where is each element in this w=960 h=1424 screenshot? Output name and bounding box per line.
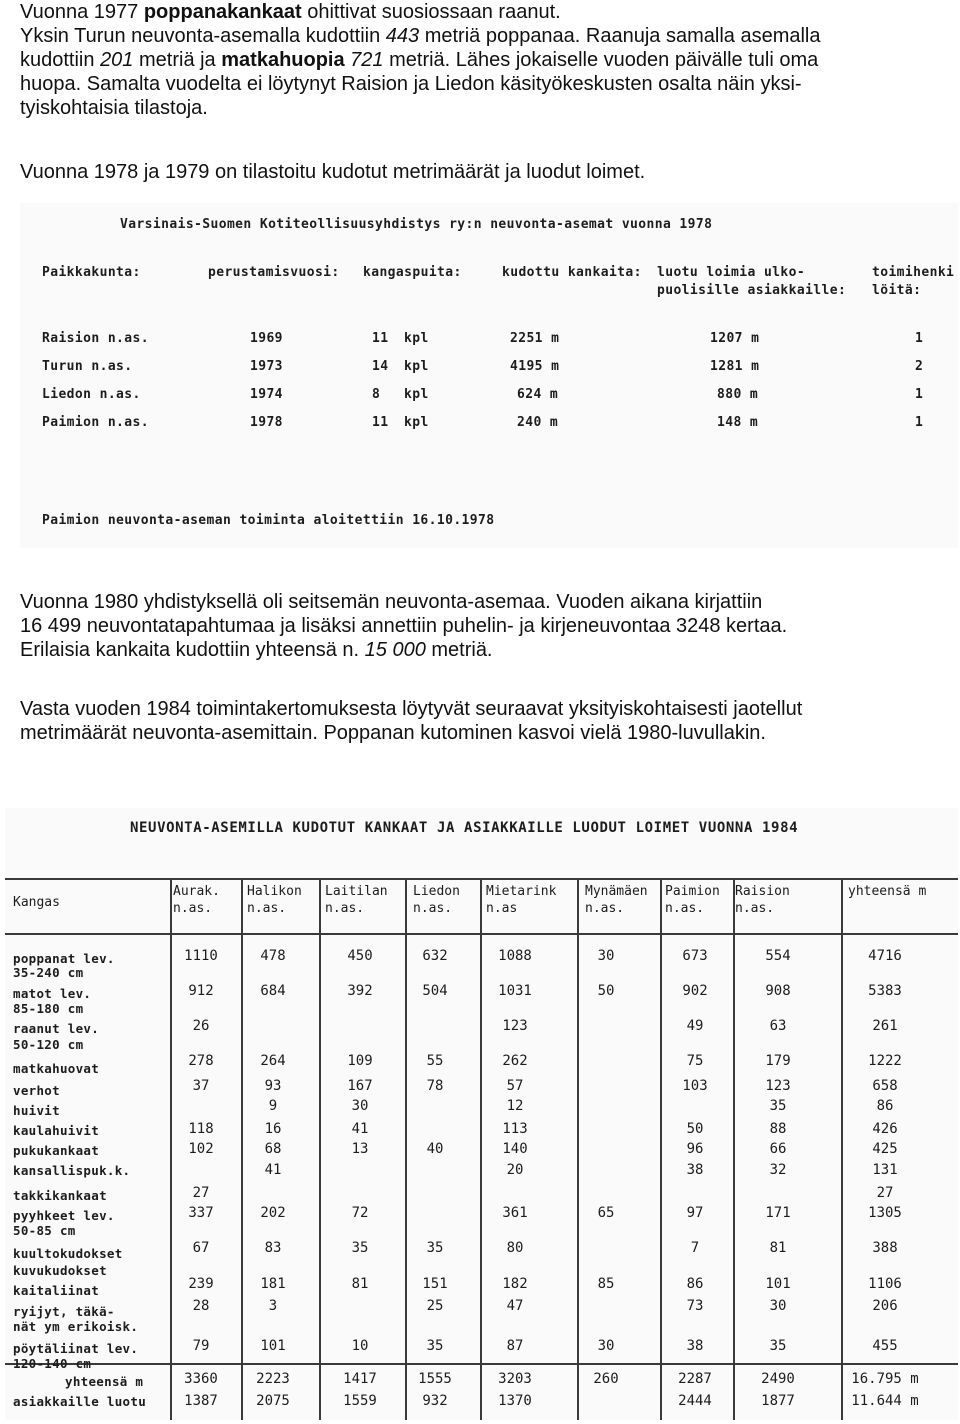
- table-cell: 337: [188, 1205, 214, 1221]
- text-line: Erilaisia kankaita kudottiin yhteensä n. 15 000 metriä.: [20, 639, 493, 661]
- table-cell: 38: [686, 1338, 704, 1354]
- table-cell: 30: [597, 948, 615, 964]
- row-staff: 1: [915, 415, 924, 430]
- table-cell: 86: [876, 1098, 894, 1114]
- table-cell: 4716: [868, 948, 902, 964]
- row-label: pöytäliinat lev.: [13, 1341, 139, 1356]
- column-header-sub: n.as.: [173, 901, 213, 916]
- table-cell: 103: [682, 1078, 708, 1094]
- row-label: 85-180 cm: [13, 1001, 84, 1016]
- table-cell: 101: [260, 1338, 286, 1354]
- table-cell: 1110: [184, 948, 218, 964]
- table-cell: 167: [347, 1078, 373, 1094]
- table-cell: 2490: [761, 1371, 795, 1387]
- row-place: Raision n.as.: [42, 331, 149, 346]
- table-cell: 35: [426, 1240, 444, 1256]
- table-cell: 68: [264, 1141, 282, 1157]
- table-cell: 47: [506, 1298, 524, 1314]
- table-1984-scan: [5, 808, 958, 1420]
- table-cell: 27: [192, 1185, 210, 1201]
- table-cell: 37: [192, 1078, 210, 1094]
- table-cell: 50: [686, 1121, 704, 1137]
- table-cell: 3: [268, 1298, 278, 1314]
- row-label: matot lev.: [13, 986, 92, 1001]
- column-divider: [841, 880, 843, 1420]
- row-label: pukukankaat: [13, 1143, 100, 1158]
- table-cell: 171: [765, 1205, 791, 1221]
- table-cell: 2075: [256, 1393, 290, 1409]
- column-divider: [660, 880, 662, 1420]
- table-cell: 30: [597, 1338, 615, 1354]
- table-cell: 151: [422, 1276, 448, 1292]
- table-cell: 632: [422, 948, 448, 964]
- table-cell: 35: [426, 1338, 444, 1354]
- bold-term: matkahuopia: [221, 49, 345, 71]
- row-place: Liedon n.as.: [42, 387, 141, 402]
- header-woven: kudottu kankaita:: [502, 265, 642, 280]
- table-cell: 73: [686, 1298, 704, 1314]
- table-cell: 86: [686, 1276, 704, 1292]
- column-divider: [480, 880, 482, 1420]
- table-cell: 113: [502, 1121, 528, 1137]
- stats-paragraph: [20, 590, 938, 662]
- row-looms: 11: [372, 415, 389, 430]
- table-cell: 28: [192, 1298, 210, 1314]
- table-cell: 1031: [498, 983, 532, 999]
- italic-number: 201: [100, 49, 134, 71]
- table-cell: 41: [351, 1121, 369, 1137]
- column-header: Halikon: [247, 884, 302, 899]
- text-line: 16 499 neuvontatapahtumaa ja lisäksi annettiin puhelin- ja kirjeneuvontaa 3248 kertaa.: [20, 615, 788, 637]
- column-header-sub: n.as.: [735, 901, 775, 916]
- table-cell: 361: [502, 1205, 528, 1221]
- table-cell: 140: [502, 1141, 528, 1157]
- header-staff-cont: löitä:: [872, 283, 922, 298]
- row-staff: 2: [915, 359, 924, 374]
- table-cell: 16.795 m: [851, 1371, 919, 1387]
- table-cell: 65: [597, 1205, 615, 1221]
- table-cell: 55: [426, 1053, 444, 1069]
- row-label: matkahuovat: [13, 1061, 100, 1076]
- italic-number: 443: [385, 25, 420, 47]
- table-cell: 12: [506, 1098, 524, 1114]
- table-cell: 2223: [256, 1371, 290, 1387]
- table-cell: 1387: [184, 1393, 218, 1409]
- column-header-sub: n.as.: [665, 901, 705, 916]
- row-founded: 1978: [250, 415, 283, 430]
- column-header-sub: n.as.: [325, 901, 365, 916]
- table-cell: 260: [593, 1371, 619, 1387]
- row-label: 35-240 cm: [13, 965, 84, 980]
- row-looms: 14: [372, 359, 389, 374]
- column-divider: [241, 880, 243, 1420]
- table-cell: 27: [876, 1185, 894, 1201]
- intro-paragraph: [20, 0, 938, 120]
- row-warps: 1207 m: [710, 331, 760, 346]
- table-cell: 83: [264, 1240, 282, 1256]
- row-founded: 1973: [250, 359, 283, 374]
- table-cell: 554: [765, 948, 791, 964]
- table-cell: 425: [872, 1141, 898, 1157]
- table-cell: 278: [188, 1053, 214, 1069]
- column-divider: [577, 880, 579, 1420]
- table-intro-paragraph: Vuonna 1978 ja 1979 on tilastoitu kudotut metrimäärät ja luodut loimet.: [20, 161, 646, 183]
- table-cell: 261: [872, 1018, 898, 1034]
- table-cell: 9: [268, 1098, 278, 1114]
- table-cell: 63: [769, 1018, 787, 1034]
- table-cell: 97: [686, 1205, 704, 1221]
- column-header: Paimion: [665, 884, 720, 899]
- table-1984-intro-paragraph: [20, 697, 938, 745]
- row-label: ryijyt, täkä-: [13, 1304, 115, 1319]
- table-cell: 16: [264, 1121, 282, 1137]
- table-cell: 10: [351, 1338, 369, 1354]
- header-warps-cont: puolisille asiakkaille:: [657, 283, 847, 298]
- table-cell: 206: [872, 1298, 898, 1314]
- table-cell: 50: [597, 983, 615, 999]
- text-line: tyiskohtaisia tilastoja.: [20, 97, 208, 119]
- row-place: Turun n.as.: [42, 359, 133, 374]
- row-divider: [5, 1363, 958, 1365]
- table-cell: 182: [502, 1276, 528, 1292]
- table-cell: 673: [682, 948, 708, 964]
- column-header-sub: n.as.: [247, 901, 287, 916]
- text-line: kudottiin 201 metriä ja matkahuopia 721 metriä. Lähes jokaiselle vuoden päivälle tuli oma: [20, 49, 819, 71]
- table-cell: 81: [351, 1276, 369, 1292]
- table-cell: 123: [502, 1018, 528, 1034]
- table-cell: 264: [260, 1053, 286, 1069]
- row-looms: 11: [372, 331, 389, 346]
- table-cell: 35: [769, 1098, 787, 1114]
- table-cell: 13: [351, 1141, 369, 1157]
- table-title: Varsinais-Suomen Kotiteollisuusyhdistys ry:n neuvonta-asemat vuonna 1978: [120, 217, 713, 232]
- table-cell: 123: [765, 1078, 791, 1094]
- table-cell: 912: [188, 983, 214, 999]
- table-cell: 40: [426, 1141, 444, 1157]
- table-cell: 38: [686, 1162, 704, 1178]
- row-staff: 1: [915, 387, 924, 402]
- column-divider: [319, 880, 321, 1420]
- table-cell: 131: [872, 1162, 898, 1178]
- header-place: Paikkakunta:: [42, 265, 141, 280]
- table-cell: 35: [351, 1240, 369, 1256]
- row-label: pyyhkeet lev.: [13, 1208, 115, 1223]
- row-unit: kpl: [404, 387, 429, 402]
- table-cell: 26: [192, 1018, 210, 1034]
- column-header-sub: n.as.: [585, 901, 625, 916]
- column-divider: [405, 880, 407, 1420]
- column-header: Aurak.: [173, 884, 220, 899]
- table-cell: 478: [260, 948, 286, 964]
- text-line: Vuonna 1980 yhdistyksellä oli seitsemän neuvonta-asemaa. Vuoden aikana kirjattiin: [20, 591, 763, 613]
- table-cell: 504: [422, 983, 448, 999]
- table-cell: 7: [690, 1240, 700, 1256]
- row-founded: 1969: [250, 331, 283, 346]
- table-cell: 72: [351, 1205, 369, 1221]
- table-cell: 102: [188, 1141, 214, 1157]
- table-cell: 3203: [498, 1371, 532, 1387]
- row-label: kuvukudokset: [13, 1263, 107, 1278]
- table-cell: 1222: [868, 1053, 902, 1069]
- table-cell: 25: [426, 1298, 444, 1314]
- row-warps: 148 m: [717, 415, 759, 430]
- table-cell: 96: [686, 1141, 704, 1157]
- table-cell: 30: [351, 1098, 369, 1114]
- table-1978-scan: [20, 203, 958, 548]
- column-header: yhteensä m: [848, 884, 927, 899]
- table-cell: 388: [872, 1240, 898, 1256]
- table-cell: 3360: [184, 1371, 218, 1387]
- table-cell: 908: [765, 983, 791, 999]
- table-cell: 262: [502, 1053, 528, 1069]
- column-divider: [733, 880, 735, 1420]
- text-line: huopa. Samalta vuodelta ei löytynyt Raision ja Liedon käsityökeskusten osalta näin yksi-: [20, 73, 802, 95]
- table-cell: 426: [872, 1121, 898, 1137]
- table-footnote: Paimion neuvonta-aseman toiminta aloitettiin 16.10.1978: [42, 513, 495, 528]
- table-cell: 902: [682, 983, 708, 999]
- table-cell: 1555: [418, 1371, 452, 1387]
- row-label: 50-85 cm: [13, 1223, 76, 1238]
- row-divider: [5, 878, 958, 880]
- column-divider: [170, 880, 172, 1420]
- text-line: Yksin Turun neuvonta-asemalla kudottiin 443 metriä poppanaa. Raanuja samalla asemalla: [20, 25, 821, 47]
- kangas-header: Kangas: [13, 895, 60, 910]
- row-label: kansallispuk.k.: [13, 1163, 131, 1178]
- table-cell: 41: [264, 1162, 282, 1178]
- row-label: yhteensä m: [65, 1374, 144, 1389]
- table-cell: 658: [872, 1078, 898, 1094]
- row-woven: 624 m: [517, 387, 559, 402]
- row-label: 120-140 cm: [13, 1356, 92, 1371]
- row-founded: 1974: [250, 387, 283, 402]
- table-cell: 455: [872, 1338, 898, 1354]
- table-cell: 67: [192, 1240, 210, 1256]
- row-unit: kpl: [404, 415, 429, 430]
- row-label: verhot: [13, 1083, 60, 1098]
- table-cell: 30: [769, 1298, 787, 1314]
- row-label: huivit: [13, 1103, 60, 1118]
- row-divider: [5, 933, 958, 935]
- table-cell: 118: [188, 1121, 214, 1137]
- row-label: 50-120 cm: [13, 1037, 84, 1052]
- row-warps: 1281 m: [710, 359, 760, 374]
- text-line: Vuonna 1977 poppanakankaat ohittivat suosiossaan raanut.: [20, 1, 561, 23]
- table-cell: 57: [506, 1078, 524, 1094]
- text-line: metrimäärät neuvonta-asemittain. Poppanan kutominen kasvoi vielä 1980-luvullakin.: [20, 722, 766, 744]
- table-cell: 20: [506, 1162, 524, 1178]
- table-cell: 1877: [761, 1393, 795, 1409]
- table-cell: 93: [264, 1078, 282, 1094]
- table-cell: 11.644 m: [851, 1393, 919, 1409]
- table-cell: 88: [769, 1121, 787, 1137]
- table-cell: 1106: [868, 1276, 902, 1292]
- table-cell: 80: [506, 1240, 524, 1256]
- table-cell: 1305: [868, 1205, 902, 1221]
- column-header: Liedon: [413, 884, 460, 899]
- table-cell: 35: [769, 1338, 787, 1354]
- row-label: kuultokudokset: [13, 1246, 123, 1261]
- table-cell: 87: [506, 1338, 524, 1354]
- bold-term: poppanakankaat: [143, 1, 302, 23]
- row-label: raanut lev.: [13, 1021, 100, 1036]
- table-cell: 932: [422, 1393, 448, 1409]
- row-woven: 240 m: [517, 415, 559, 430]
- row-label: nät ym erikoisk.: [13, 1319, 139, 1334]
- row-woven: 2251 m: [510, 331, 560, 346]
- table-cell: 684: [260, 983, 286, 999]
- table-title: NEUVONTA-ASEMILLA KUDOTUT KANKAAT JA ASIAKKAILLE LUODUT LOIMET VUONNA 1984: [130, 820, 799, 836]
- header-founded: perustamisvuosi:: [208, 265, 340, 280]
- row-staff: 1: [915, 331, 924, 346]
- header-looms: kangaspuita:: [363, 265, 462, 280]
- row-unit: kpl: [404, 331, 429, 346]
- italic-number: 721: [350, 49, 384, 71]
- header-staff: toimihenki: [872, 265, 955, 280]
- table-cell: 109: [347, 1053, 373, 1069]
- table-cell: 32: [769, 1162, 787, 1178]
- column-header: Laitilan: [325, 884, 388, 899]
- table-cell: 450: [347, 948, 373, 964]
- table-cell: 101: [765, 1276, 791, 1292]
- table-cell: 1417: [343, 1371, 377, 1387]
- table-cell: 75: [686, 1053, 704, 1069]
- row-place: Paimion n.as.: [42, 415, 149, 430]
- table-cell: 1559: [343, 1393, 377, 1409]
- column-header-sub: n.as.: [413, 901, 453, 916]
- row-looms: 8: [372, 387, 381, 402]
- table-cell: 1370: [498, 1393, 532, 1409]
- table-cell: 2444: [678, 1393, 712, 1409]
- table-cell: 78: [426, 1078, 444, 1094]
- row-label: asiakkaille luotu: [13, 1394, 147, 1409]
- table-cell: 1088: [498, 948, 532, 964]
- table-cell: 85: [597, 1276, 615, 1292]
- column-header: Mietarink: [486, 884, 557, 899]
- row-warps: 880 m: [717, 387, 759, 402]
- row-woven: 4195 m: [510, 359, 560, 374]
- table-cell: 179: [765, 1053, 791, 1069]
- table-cell: 81: [769, 1240, 787, 1256]
- row-label: takkikankaat: [13, 1188, 107, 1203]
- table-cell: 181: [260, 1276, 286, 1292]
- column-header: Raision: [735, 884, 790, 899]
- text-line: Vasta vuoden 1984 toimintakertomuksesta löytyvät seuraavat yksityiskohtaisesti jaotellut: [20, 698, 803, 720]
- row-label: kaulahuivit: [13, 1123, 100, 1138]
- italic-number: 15 000: [364, 639, 426, 661]
- table-cell: 5383: [868, 983, 902, 999]
- table-cell: 66: [769, 1141, 787, 1157]
- row-label: kaitaliinat: [13, 1283, 100, 1298]
- row-unit: kpl: [404, 359, 429, 374]
- table-cell: 392: [347, 983, 373, 999]
- column-header: Mynämäen: [585, 884, 648, 899]
- table-cell: 49: [686, 1018, 704, 1034]
- table-cell: 239: [188, 1276, 214, 1292]
- header-warps: luotu loimia ulko-: [657, 265, 806, 280]
- table-cell: 202: [260, 1205, 286, 1221]
- row-label: poppanat lev.: [13, 951, 115, 966]
- table-cell: 79: [192, 1338, 210, 1354]
- column-header-sub: n.as: [486, 901, 518, 916]
- table-cell: 2287: [678, 1371, 712, 1387]
